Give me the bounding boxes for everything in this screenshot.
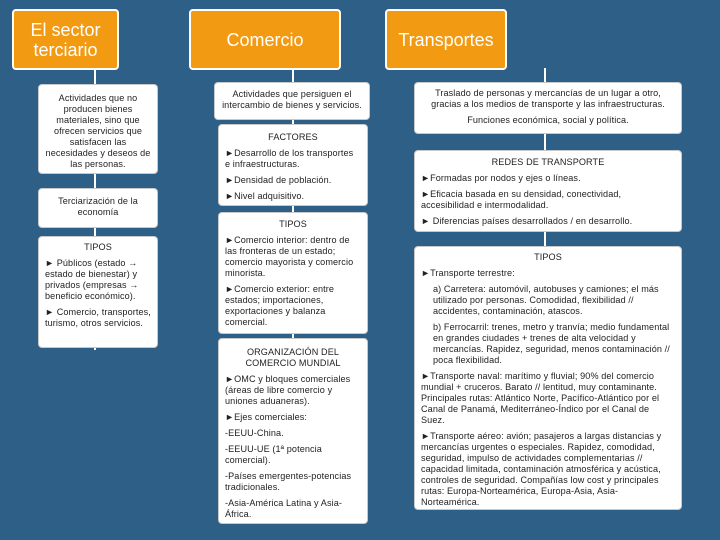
sector-tipos-box bbox=[38, 236, 158, 348]
comercio-organizacion-item: ►Ejes comerciales: bbox=[225, 412, 308, 422]
transportes-redes-item: ►Formadas por nodos y ejes o líneas. bbox=[421, 173, 581, 183]
comercio-organizacion-item: ►OMC y bloques comerciales (áreas de libre comercio y uniones aduaneras). bbox=[225, 374, 351, 406]
comercio-definition-text: Actividades que persiguen el intercambio de bienes y servicios. bbox=[222, 89, 362, 110]
transportes-redes-item: ► Diferencias países desarrollados / en desarrollo. bbox=[421, 216, 633, 226]
transportes-tipos-item: ►Transporte terrestre: bbox=[421, 268, 515, 278]
transportes-funciones-text: Funciones económica, social y política. bbox=[467, 115, 629, 125]
comercio-organizacion-box bbox=[218, 338, 368, 524]
transportes-redes-box bbox=[414, 150, 682, 232]
header-comercio-label: Comercio bbox=[226, 29, 304, 50]
sector-tipos-title: TIPOS bbox=[84, 242, 112, 252]
header-sector-terciario bbox=[12, 9, 119, 70]
sector-terciarizacion-text: Terciarización de la economía bbox=[58, 196, 138, 217]
transportes-definition-box bbox=[414, 82, 682, 134]
comercio-factores-item: ►Desarrollo de los transportes e infraestructuras. bbox=[225, 148, 354, 169]
comercio-factores-item: ►Nivel adquisitivo. bbox=[225, 191, 305, 201]
transportes-tipos-item: ►Transporte naval: marítimo y fluvial; 90% del comercio mundial + cruceros. Barato // lentitud, muy contaminante. Principales rutas: Atlántico Norte, Pacífico-Atlántico por el Canal de Panamá, Mediterráneo-Índico por el Canal de Suez. bbox=[421, 371, 660, 425]
transportes-redes-item: ►Eficacia basada en su densidad, conectividad, accesibilidad e intermodalidad. bbox=[421, 189, 622, 210]
comercio-organizacion-item: -Asia-América Latina y Asia-África. bbox=[225, 498, 343, 519]
sector-definition-text: Actividades que no producen bienes materiales, sino que ofrecen servicios que satisfacen las necesidades y deseos de las personas. bbox=[45, 93, 151, 169]
comercio-organizacion-item: -EEUU-UE (1ª potencia comercial). bbox=[225, 444, 322, 465]
transportes-redes-title: REDES DE TRANSPORTE bbox=[491, 157, 605, 167]
sector-terciarizacion-box bbox=[38, 188, 158, 228]
comercio-tipos-box bbox=[218, 212, 368, 334]
sector-definition-box bbox=[38, 84, 158, 174]
transportes-tipos-item: b) Ferrocarril: trenes, metro y tranvía; medio fundamental en grandes ciudades + trenes de alta velocidad y mercancías. Rapidez, seguridad, menos contaminación // poca flexibilidad. bbox=[433, 322, 670, 365]
header-transportes bbox=[385, 9, 507, 70]
sector-tipos-item: ► Comercio, transportes, turismo, otros servicios. bbox=[45, 307, 151, 328]
comercio-definition-box bbox=[214, 82, 370, 120]
comercio-tipos-item: ►Comercio interior: dentro de las fronteras de un estado; comercio mayorista y comercio minorista. bbox=[225, 235, 354, 278]
comercio-factores-title: FACTORES bbox=[268, 132, 318, 142]
transportes-tipos-item: ►Transporte aéreo: avión; pasajeros a largas distancias y mercancías urgentes o especiales. Rapidez, comodidad, seguridad, impulso de actividades complementarias // capacidad limitada, contaminación atmosférica y acústica, controles de seguridad. Compañías low cost y principales rutas: Europa-Norteamérica, Europa-Asia, Asia-Norteamérica. bbox=[421, 431, 662, 507]
comercio-factores-item: ►Densidad de población. bbox=[225, 175, 332, 185]
transportes-tipos-title: TIPOS bbox=[534, 252, 562, 262]
comercio-organizacion-title: ORGANIZACIÓN DEL COMERCIO MUNDIAL bbox=[245, 347, 341, 368]
transportes-definition-text: Traslado de personas y mercancías de un lugar a otro, gracias a los medios de transporte y las infraestructuras. bbox=[431, 88, 665, 109]
header-transportes-label: Transportes bbox=[398, 29, 494, 50]
transportes-tipos-box bbox=[414, 246, 682, 510]
comercio-organizacion-item: -EEUU-China. bbox=[225, 428, 284, 438]
sector-tipos-item: ► Públicos (estado → estado de bienestar) y privados (empresas → beneficio económico). bbox=[45, 258, 139, 301]
header-comercio bbox=[189, 9, 341, 70]
comercio-tipos-item: ►Comercio exterior: entre estados; importaciones, exportaciones y balanza comercial. bbox=[225, 284, 335, 327]
comercio-tipos-title: TIPOS bbox=[279, 219, 307, 229]
transportes-tipos-item: a) Carretera: automóvil, autobuses y camiones; el más utilizado por personas. Comodidad, flexibilidad // accidentes, contaminación, atascos. bbox=[433, 284, 659, 316]
comercio-organizacion-item: -Países emergentes-potencias tradicionales. bbox=[225, 471, 352, 492]
header-sector-terciario-label: El sector terciario bbox=[30, 19, 101, 60]
comercio-factores-box bbox=[218, 124, 368, 206]
